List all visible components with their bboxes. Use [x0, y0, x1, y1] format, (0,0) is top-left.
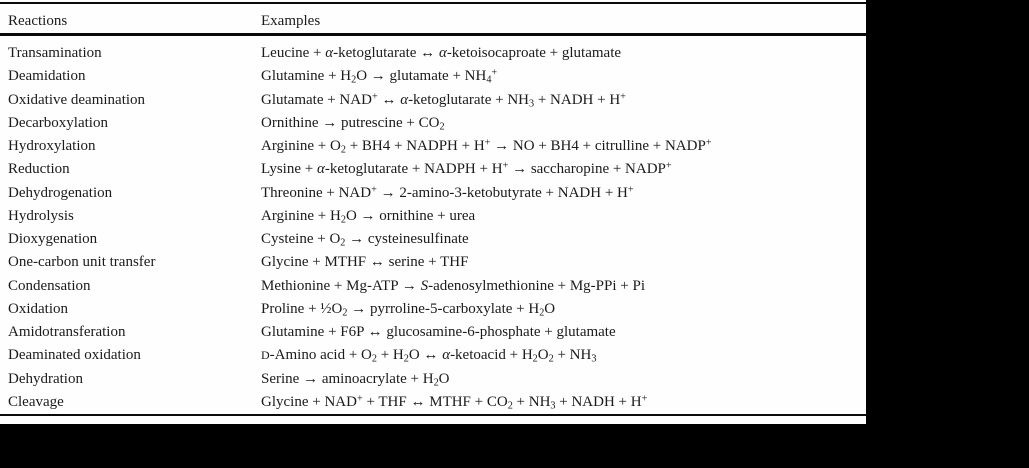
reaction-cell: Reduction — [8, 161, 70, 178]
table-bottom-rule — [0, 414, 866, 416]
reaction-cell: Oxidation — [8, 300, 68, 317]
reaction-cell: Hydrolysis — [8, 207, 74, 224]
example-cell: Proline + $\frac{1}{2}O_2$ → pyrroline-5-carboxylate + $H_2O$ — [261, 300, 556, 319]
table-row — [0, 344, 866, 367]
reaction-cell: Dehydration — [8, 370, 83, 387]
table-row — [0, 135, 866, 158]
table-row — [0, 321, 866, 344]
table-row — [0, 158, 866, 181]
example-cell: Glutamate + NAD+ ↔ α-ketoglutarate + $NH_3$ + NADH + H+ — [261, 90, 626, 110]
reaction-cell: Dioxygenation — [8, 231, 98, 247]
table-row — [0, 182, 866, 205]
example-cell: Glutamine + F6P ↔ glucosamine-6-phosphate + glutamate — [261, 324, 616, 340]
column-header-examples: Examples — [261, 13, 321, 29]
reaction-cell: Deamidation — [8, 68, 86, 85]
table-row — [0, 205, 866, 228]
table-body — [0, 42, 866, 414]
reaction-cell: Condensation — [8, 277, 91, 294]
header-separator-rule — [0, 33, 866, 36]
example-cell: Ornithine → putrescine + $CO_2$ — [261, 114, 445, 133]
table-row — [0, 65, 866, 88]
column-header-reactions: Reactions — [8, 13, 68, 29]
example-cell: Glycine + NAD+ + THF ↔ MTHF + $CO_2 + NH_3$ + NADH + H+ — [261, 393, 648, 412]
example-cell: Threonine + NAD+ → 2-amino-3-ketobutyrate + NADH + H+ — [261, 183, 634, 201]
example-cell: Arginine + $H_2O$ → ornithine + urea — [261, 207, 476, 226]
table-top-rule — [0, 2, 866, 4]
example-cell: Lysine + α-ketoglutarate + NADPH + H+ → saccharopine + NADP+ — [261, 160, 672, 178]
example-cell: Arginine + $O_2 + BH4$ + NADPH + H+ → NO + BH4 + citrulline + NADP+ — [261, 137, 712, 156]
table-row — [0, 298, 866, 321]
table-row — [0, 368, 866, 391]
reaction-cell: Hydroxylation — [8, 138, 96, 154]
example-cell: Methionine + Mg-ATP → S-adenosylmethionine + Mg-PPi + Pi — [261, 277, 645, 294]
reaction-cell: Oxidative deamination — [8, 91, 146, 108]
table-header — [0, 9, 866, 33]
table-row — [0, 228, 866, 251]
example-cell: Glycine + MTHF ↔ serine + THF — [261, 254, 469, 271]
reaction-cell: Decarboxylation — [8, 114, 108, 131]
table-row — [0, 89, 866, 112]
example-cell: Glutamine + $H_2O$ → glutamate + $NH_4^+$ — [261, 67, 498, 86]
reaction-cell: Dehydrogenation — [8, 184, 113, 201]
reaction-cell: Cleavage — [8, 393, 64, 410]
table-row — [0, 251, 866, 274]
example-cell: Cysteine + $O_2$ → cysteinesulfinate — [261, 231, 469, 249]
reaction-cell: Amidotransferation — [8, 324, 126, 340]
reaction-cell: One-carbon unit transfer — [8, 254, 156, 271]
example-cell: Serine → aminoacrylate + $H_2O$ — [261, 370, 450, 389]
example-cell: D-Amino acid + $O_2 + H_2O$ ↔ α-ketoacid + $H_2O_2 + NH_3$ — [261, 347, 597, 365]
table-row — [0, 275, 866, 298]
table-row — [0, 391, 866, 414]
example-cell: Leucine + α-ketoglutarate ↔ α-ketoisocaproate + glutamate — [261, 45, 622, 61]
table-row — [0, 42, 866, 65]
table-row — [0, 112, 866, 135]
reaction-cell: Deaminated oxidation — [8, 347, 141, 364]
reaction-cell: Transamination — [8, 45, 102, 61]
